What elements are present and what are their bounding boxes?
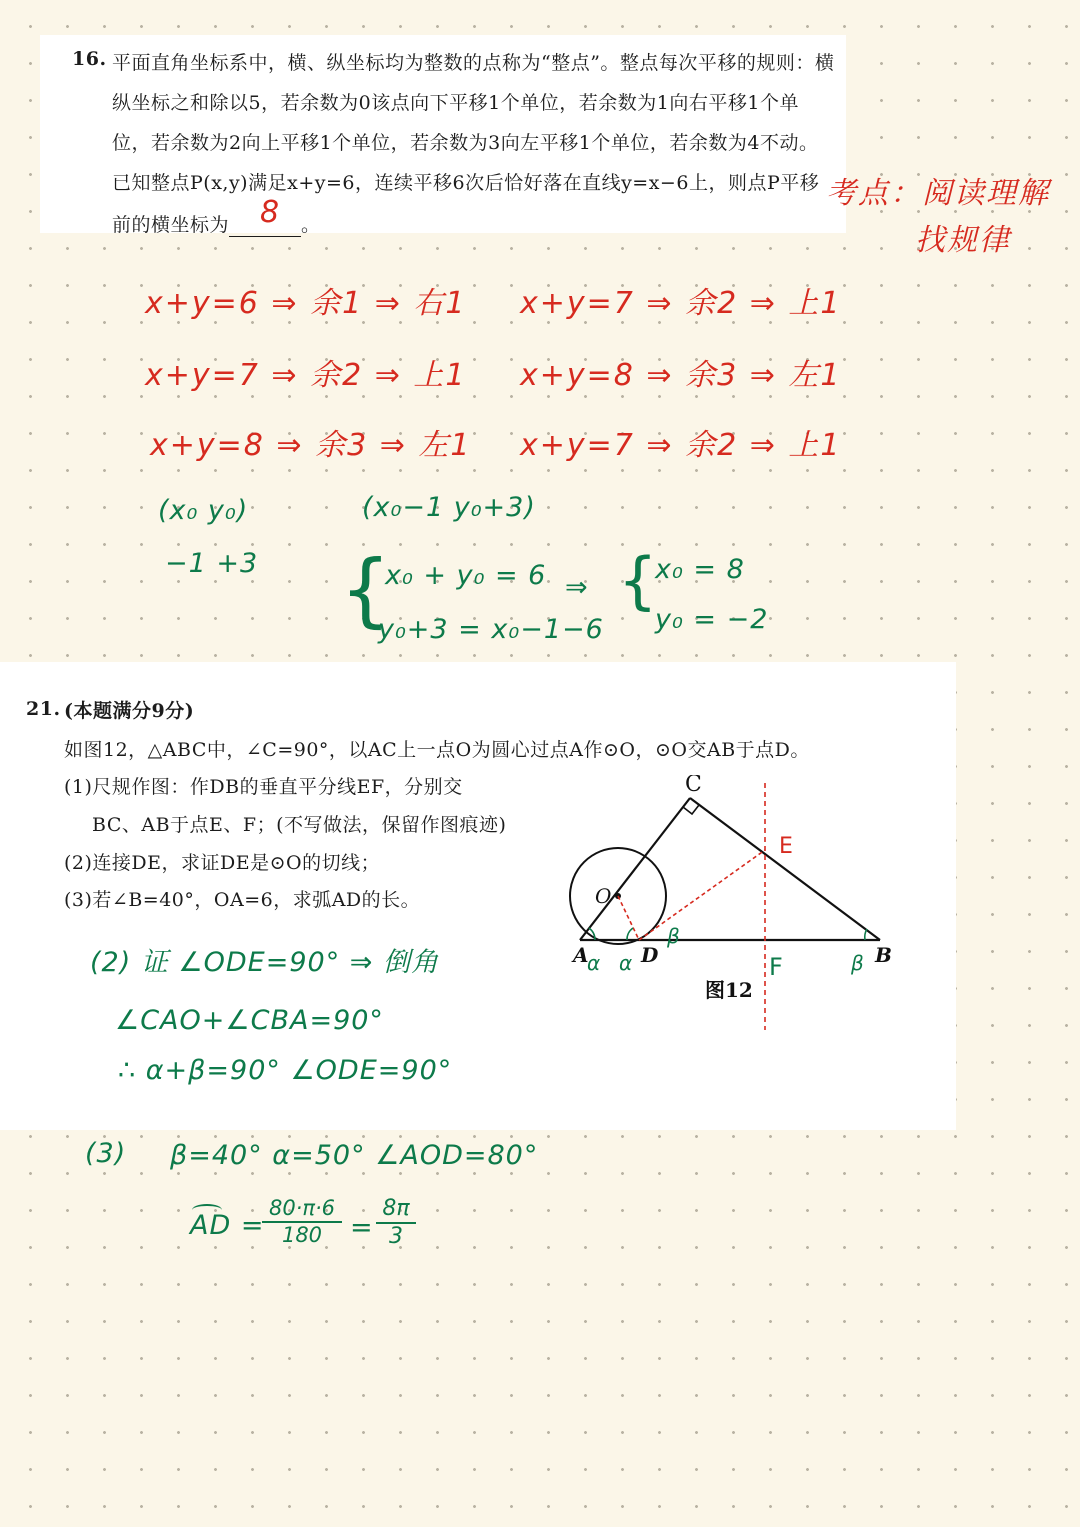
implies-arrow: ⇒ [565, 572, 589, 603]
q16-number: 16. [72, 48, 107, 70]
arc-ad-expression [190, 1210, 264, 1241]
q16-line-2: 纵坐标之和除以5，若余数为0该点向下平移1个单位，若余数为1向右平移1个单 [112, 92, 799, 114]
figure-12 [555, 775, 915, 1035]
beta-at-d: β [667, 924, 680, 948]
q16-line-4: 已知整点P(x,y)满足x+y=6，连续平移6次后恰好落在直线y=x−6上，则点P平移 [112, 172, 820, 194]
arc-mark [192, 1204, 222, 1216]
angle-d-arc [627, 928, 633, 940]
work-row3-right: x+y=7 ⇒ 余2 ⇒ 上1 [520, 428, 842, 463]
q21-line-5: (3)若∠B=40°，OA=6，求弧AD的长。 [64, 889, 421, 911]
q16-handwritten-answer: 8 [260, 195, 280, 230]
equation-2: y₀+3 = x₀−1−6 [378, 614, 604, 645]
fraction-1-numerator: 80·π·6 [262, 1196, 342, 1223]
figure-caption: 图12 [705, 978, 753, 1002]
solution-x0: x₀ = 8 [655, 554, 745, 585]
work-row2-left: x+y=7 ⇒ 余2 ⇒ 上1 [145, 358, 467, 393]
fraction-2 [376, 1196, 416, 1249]
q16-line-5 [112, 210, 321, 237]
equation-1: x₀ + y₀ = 6 [385, 560, 547, 591]
part2-line-2: ∴ α+β=90° ∠ODE=90° [118, 1055, 453, 1086]
solution-brace: { [618, 544, 658, 617]
label-d: D [641, 943, 659, 967]
label-b: B [875, 943, 892, 967]
fraction-2-denominator: 3 [389, 1224, 403, 1249]
angle-b-arc [865, 929, 867, 940]
work-row1-left: x+y=6 ⇒ 余1 ⇒ 右1 [145, 286, 467, 321]
note-pattern: 找规律 [915, 223, 1011, 258]
q21-score: (本题满分9分) [64, 700, 195, 722]
arc-ad-symbol [190, 1210, 231, 1241]
q21-number: 21. [26, 698, 61, 720]
work-row1-right: x+y=7 ⇒ 余2 ⇒ 上1 [520, 286, 842, 321]
q21-line-2: (1)尺规作图：作DB的垂直平分线EF，分别交 [64, 776, 463, 798]
q21-line-1: 如图12，△ABC中，∠C=90°，以AC上一点O为圆心过点A作⊙O，⊙O交AB于点D。 [64, 739, 810, 761]
triangle-abc [580, 798, 880, 940]
work-row2-right: x+y=8 ⇒ 余3 ⇒ 左1 [520, 358, 842, 393]
label-o: O [595, 884, 612, 908]
note-topic: 考点：阅读理解 [826, 176, 1050, 211]
q21-line-4: (2)连接DE，求证DE是⊙O的切线； [64, 852, 381, 874]
solution-y0: y₀ = −2 [655, 604, 769, 635]
fraction-2-numerator: 8π [376, 1196, 416, 1224]
q16-last-suffix: 。 [301, 214, 321, 236]
part2-heading: (2) 证 ∠ODE=90° ⇒ 倒角 [90, 947, 439, 978]
alpha-at-d: α [619, 951, 633, 975]
q21-line-3: BC、AB于点E、F；(不写做法，保留作图痕迹) [92, 814, 507, 836]
fraction-1-denominator: 180 [281, 1223, 323, 1247]
equals-2: = [350, 1212, 374, 1243]
part3-line-1: β=40° α=50° ∠AOD=80° [170, 1140, 539, 1171]
alpha-at-a: α [587, 951, 601, 975]
work-row3-left: x+y=8 ⇒ 余3 ⇒ 左1 [150, 428, 472, 463]
q16-line-1: 平面直角坐标系中，横、纵坐标均为整数的点称为“整点”。整点每次平移的规则：横 [112, 52, 835, 74]
fraction-1 [262, 1196, 342, 1247]
label-c: C [685, 775, 702, 797]
q16-last-prefix: 前的横坐标为 [112, 214, 230, 236]
point-delta: −1 +3 [165, 548, 259, 579]
part2-line-1: ∠CAO+∠CBA=90° [115, 1005, 384, 1036]
beta-at-b: β [851, 951, 864, 975]
arc-ad-label: AD [190, 1210, 232, 1241]
label-a: A [573, 943, 589, 967]
point-start: (x₀ y₀) [158, 495, 249, 526]
point-end: (x₀−1 y₀+3) [362, 492, 536, 523]
label-e: E [779, 834, 793, 859]
part3-label: (3) [85, 1138, 127, 1169]
system-brace: { [340, 543, 391, 636]
equals-1: = [240, 1210, 265, 1241]
q16-line-3: 位，若余数为2向上平移1个单位，若余数为3向左平移1个单位，若余数为4不动。 [112, 132, 819, 154]
label-f: F [769, 953, 783, 981]
